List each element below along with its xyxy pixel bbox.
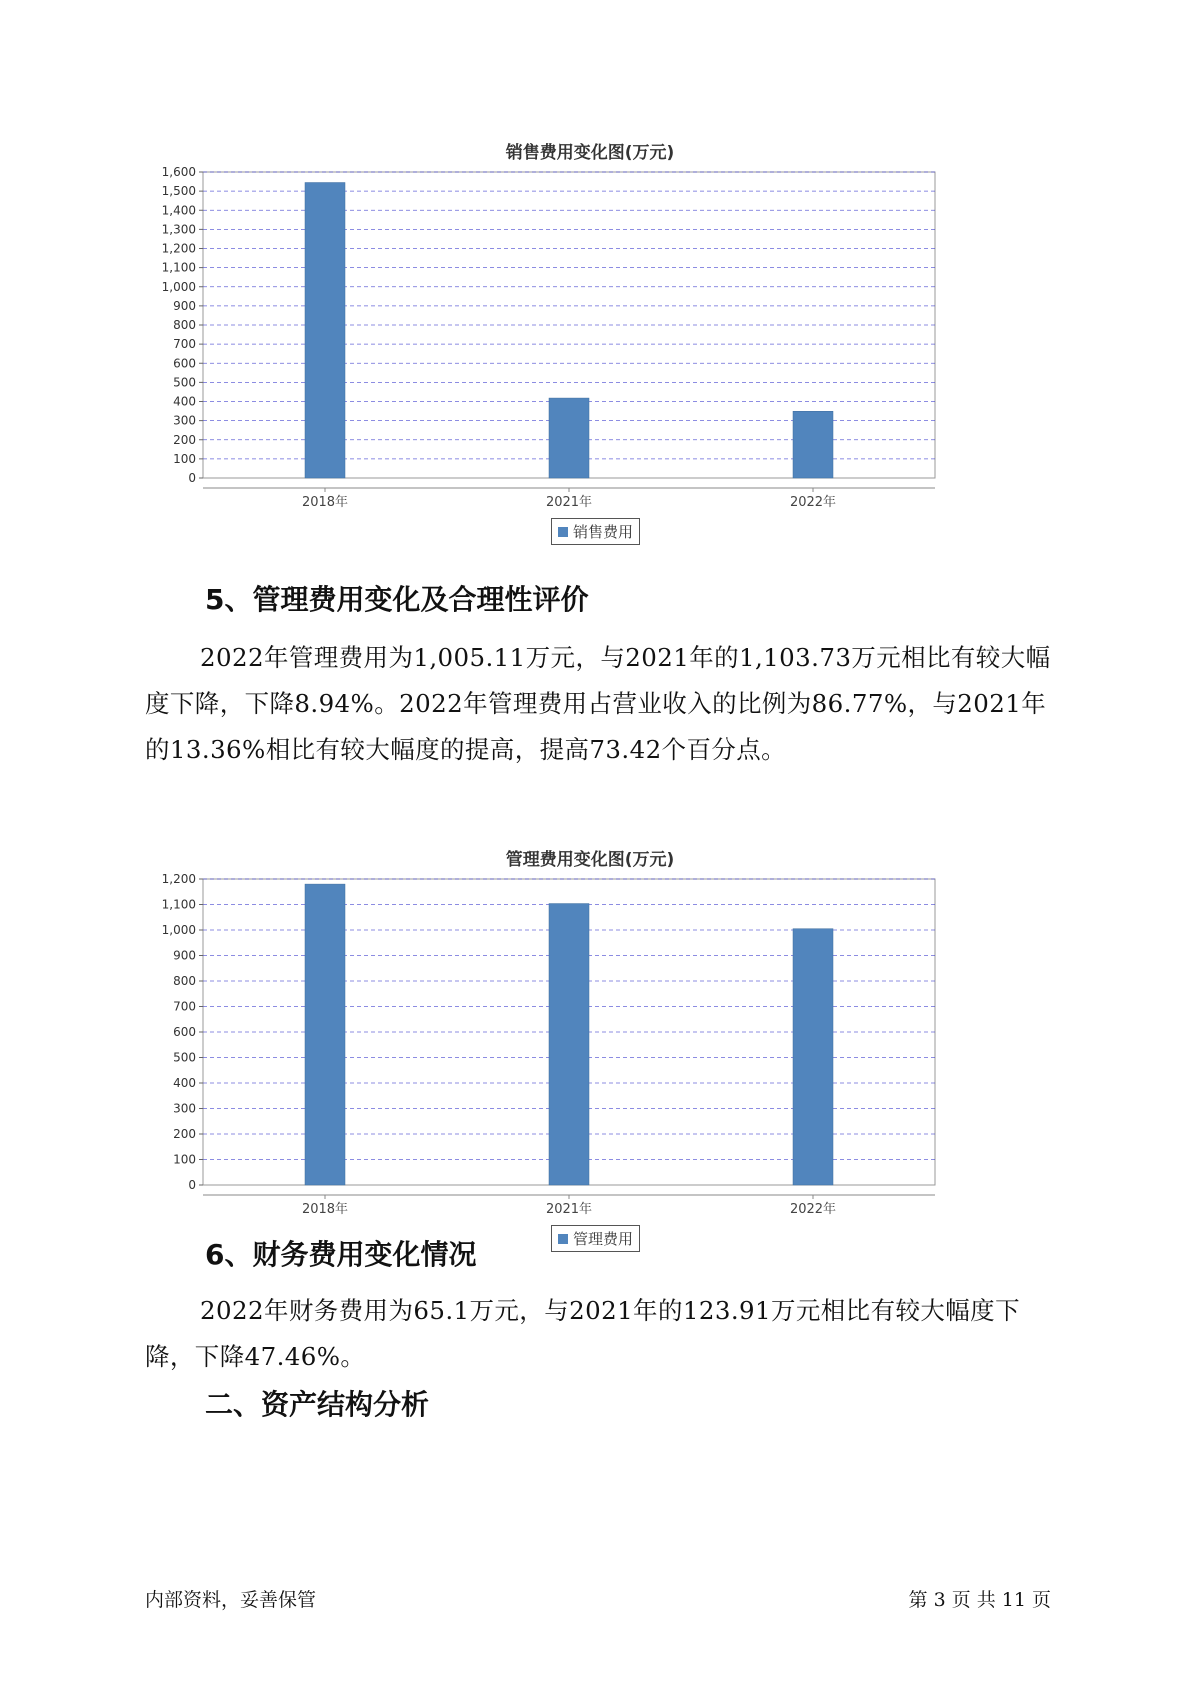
- y-tick-label: 1,000: [161, 279, 196, 294]
- x-tick-label: 2018年: [301, 495, 349, 510]
- y-tick-label: 200: [173, 432, 196, 447]
- x-tick-label: 2021年: [545, 1202, 593, 1217]
- y-tick-label: 1,200: [161, 872, 196, 886]
- y-tick-label: 900: [173, 948, 196, 963]
- bar: [549, 398, 589, 478]
- y-tick-label: 1,100: [161, 897, 196, 912]
- bar: [793, 929, 833, 1185]
- sales-expense-chart: [160, 138, 1020, 588]
- y-tick-label: 300: [173, 413, 196, 428]
- y-tick-label: 1,400: [161, 203, 196, 218]
- section-two-heading: 二、资产结构分析: [205, 1388, 430, 1421]
- y-tick-label: 700: [173, 999, 196, 1014]
- legend-swatch: [558, 1234, 568, 1244]
- y-tick-label: 800: [173, 318, 196, 332]
- chart-legend: [551, 518, 640, 545]
- y-tick-label: 800: [173, 974, 196, 988]
- y-tick-label: 700: [173, 337, 196, 352]
- y-tick-label: 900: [173, 298, 196, 313]
- x-tick-label: 2021年: [545, 495, 593, 510]
- x-tick-label: 2022年: [789, 495, 837, 510]
- y-tick-label: 1,200: [161, 241, 196, 256]
- bar: [305, 183, 345, 478]
- y-tick-label: 100: [173, 1152, 196, 1167]
- y-tick-label: 0: [188, 471, 196, 485]
- section-5-heading: 5、管理费用变化及合理性评价: [205, 583, 589, 616]
- y-tick-label: 600: [173, 1025, 196, 1039]
- x-tick-label: 2022年: [789, 1202, 837, 1217]
- y-tick-label: 1,100: [161, 260, 196, 275]
- y-tick-label: 500: [173, 1050, 196, 1065]
- footer-confidential-note: 内部资料，妥善保管: [145, 1589, 317, 1611]
- y-tick-label: 1,600: [161, 165, 196, 179]
- y-tick-label: 400: [173, 1076, 196, 1090]
- y-tick-label: 100: [173, 451, 196, 466]
- y-tick-label: 300: [173, 1101, 196, 1116]
- y-tick-label: 600: [173, 356, 196, 371]
- x-tick-label: 2018年: [301, 1202, 349, 1217]
- section-6-paragraph: 2022年财务费用为65.1万元，与2021年的123.91万元相比有较大幅度下降，下降47.46%。: [145, 1296, 1020, 1371]
- y-tick-label: 400: [173, 394, 196, 409]
- bar: [549, 904, 589, 1185]
- y-tick-label: 500: [173, 375, 196, 390]
- y-tick-label: 200: [173, 1127, 196, 1141]
- y-tick-label: 1,300: [161, 222, 196, 237]
- chart-title: 管理费用变化图(万元): [505, 850, 675, 870]
- bar: [305, 884, 345, 1185]
- admin-expense-chart: [160, 845, 1020, 1295]
- section-5-paragraph: 2022年管理费用为1,005.11万元，与2021年的1,103.73万元相比有较大幅度下降，下降8.94%。2022年管理费用占营业收入的比例为86.77%，与2021年的13.36%相比有较大幅度的提高，提高73.42个百分点。: [145, 643, 1051, 764]
- y-tick-label: 0: [188, 1178, 196, 1192]
- footer-page-number: 第 3 页 共 11 页: [908, 1589, 1051, 1611]
- y-tick-label: 1,000: [161, 923, 196, 937]
- chart-title: 销售费用变化图(万元): [505, 143, 675, 163]
- legend-label: 销售费用: [573, 523, 634, 541]
- section-6-heading: 6、财务费用变化情况: [205, 1238, 477, 1271]
- bar: [793, 411, 833, 478]
- legend-swatch: [558, 527, 568, 537]
- y-tick-label: 1,500: [161, 184, 196, 199]
- chart-legend: [551, 1225, 640, 1252]
- legend-label: 管理费用: [573, 1230, 634, 1248]
